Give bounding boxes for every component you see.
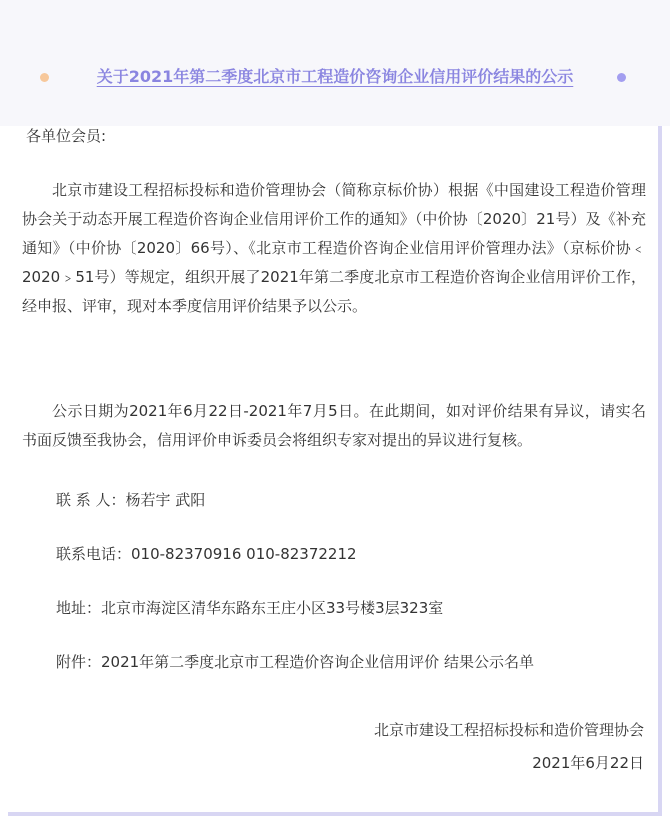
signature-date: 2021年6月22日 — [532, 754, 644, 772]
contact-person: 联 系 人：杨若宇 武阳 — [56, 491, 206, 509]
signature-organization: 北京市建设工程招标投标和造价管理协会 — [373, 721, 644, 739]
page-title[interactable]: 关于2021年第二季度北京市工程造价咨询企业信用评价结果的公示 — [96, 66, 574, 86]
title-row — [0, 60, 670, 90]
contact-address: 地址：北京市海淀区清华东路东王庄小区33号楼3层323室 — [56, 599, 444, 617]
contact-phone: 联系电话：010-82370916 010-82372212 — [56, 545, 357, 563]
attachment-note: 附件：2021年第二季度北京市工程造价咨询企业信用评价 结果公示名单 — [56, 653, 534, 671]
paragraph-period: 公示日期为2021年6月22日-2021年7月5日。在此期间，如对评价结果有异议，请实名书面反馈至我协会，信用评价申诉委员会将组织专家对提出的异议进行复核。 — [22, 402, 646, 449]
salutation: 各单位会员: — [26, 127, 107, 145]
paragraph-basis: 北京市建设工程招标投标和造价管理协会（简称京标价协）根据《中国建设工程造价管理协会关于动态开展工程造价咨询企业信用评价工作的通知》（中价协〔2020〕21号）及《补充通知》（中价协〔2020〕66号）、《北京市工程造价咨询企业信用评价管理办法》（京标价协﹤2020﹥51号）等规定，组织开展了2021年第二季度北京市工程造价咨询企业信用评价工作，经申报、评审，现对本季度信用评价结果予以公示。 — [22, 181, 646, 315]
